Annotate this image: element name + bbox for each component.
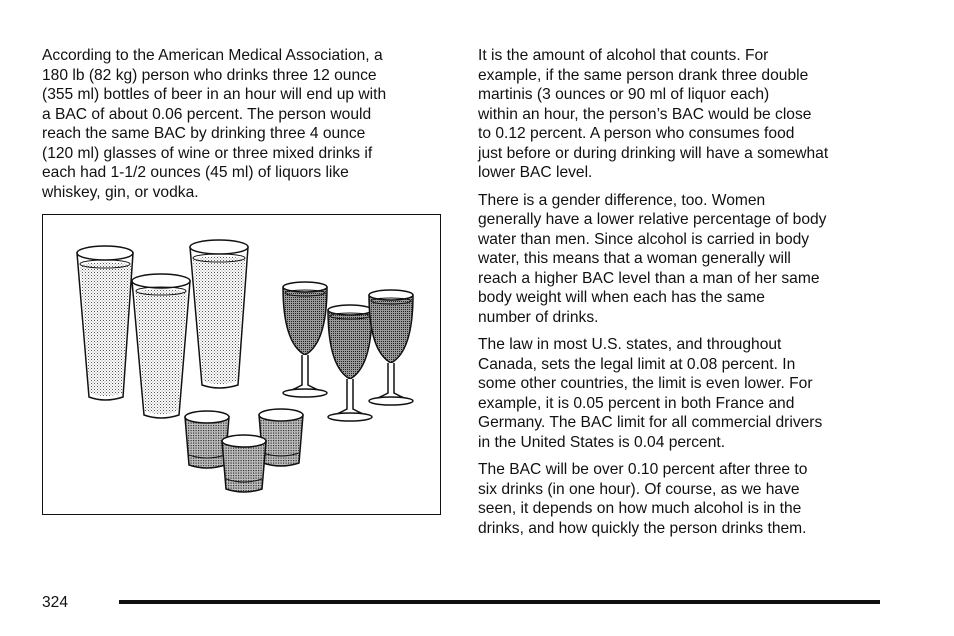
left-column (42, 46, 450, 210)
drinks-illustration-figure (42, 214, 441, 515)
shot-glass-icon (259, 409, 303, 466)
paragraph-gender-difference: There is a gender difference, too. Women generally have a lower relative percentage of body water than men. Since alcohol is carried in body water, this means that a woman generally will reach a higher BAC level than a man of her same body weight will when each has the same number of drinks. (478, 191, 827, 326)
beer-glass-icon (132, 274, 190, 418)
wine-glass-icon (328, 305, 372, 421)
paragraph-amount-counts: It is the amount of alcohol that counts. For example, if the same person drank three double martinis (3 ounces or 90 ml of liquor each) within an hour, the person’s BAC would be close to 0.12 percent. A person who consumes food just before or during drinking will have a somewhat lower BAC level. (478, 47, 829, 181)
beer-glass-icon (190, 240, 248, 388)
wine-glass-icon (369, 290, 413, 405)
paragraph-legal-limit: The law in most U.S. states, and throughout Canada, sets the legal limit at 0.08 percent. In some other countries, the limit is even lower. For example, it is 0.05 percent in both France and Germany. The BAC limit for all commercial drivers in the United States is 0.04 percent. (478, 336, 823, 451)
page-number: 324 (42, 594, 69, 611)
beer-glass-icon (77, 246, 133, 400)
right-column (478, 46, 886, 546)
shot-glass-icon (222, 435, 266, 492)
footer-rule (119, 600, 880, 604)
wine-glass-icon (283, 282, 327, 397)
drinking-glasses-illustration-icon (43, 215, 440, 514)
paragraph-bac-over: The BAC will be over 0.10 percent after three to six drinks (in one hour). Of course, as we have seen, it depends on how much alcohol is in the drinks, and how quickly the person drinks them. (478, 461, 808, 537)
paragraph-bac-beer-wine: According to the American Medical Association, a 180 lb (82 kg) person who drinks three 12 ounce (355 ml) bottles of beer in an hour will end up with a BAC of about 0.06 percent. The person would reach the same BAC by drinking three 4 ounce (120 ml) glasses of wine or three mixed drinks if each had 1-1/2 ounces (45 ml) of liquors like whiskey, gin, or vodka. (42, 47, 387, 201)
